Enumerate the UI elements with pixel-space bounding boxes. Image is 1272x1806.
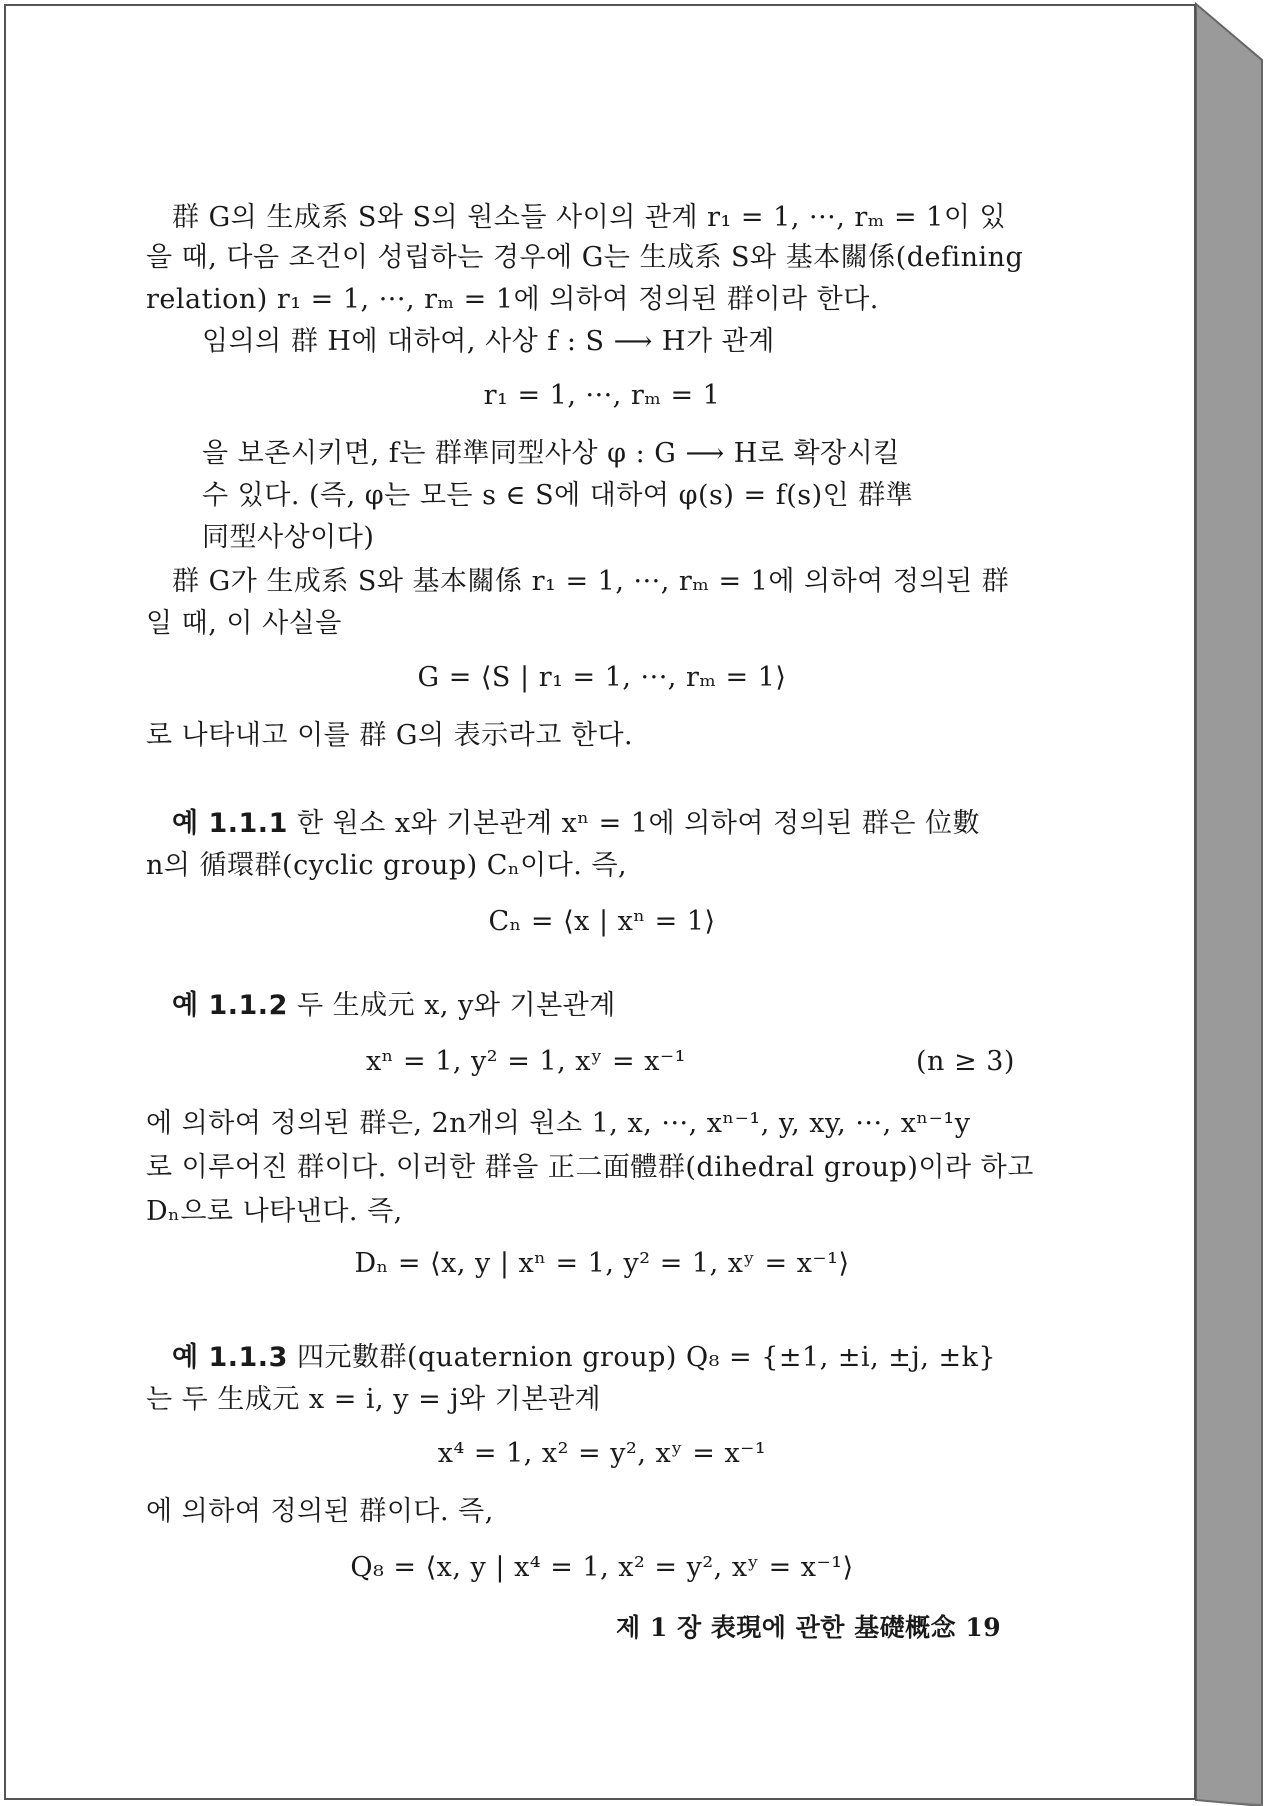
paragraph-line-5: 을 보존시키면, f는 群準同型사상 φ : G ⟶ H로 확장시킬 — [202, 438, 900, 469]
example-3-equation: x⁴ = 1, x² = y², xʸ = x⁻¹ — [437, 1438, 767, 1469]
paragraph-line-4: 임의의 群 H에 대하여, 사상 f : S ⟶ H가 관계 — [202, 326, 775, 357]
example-2-condition: (n ≥ 3) — [916, 1046, 1015, 1077]
example-1-line-1 — [172, 806, 980, 842]
example-2-presentation: Dₙ = ⟨x, y | xⁿ = 1, y² = 1, xʸ = x⁻¹⟩ — [354, 1248, 850, 1279]
page-footer: 제 1 장 表現에 관한 基礎概念 19 — [616, 1613, 1002, 1642]
paragraph-line-10: 로 나타내고 이를 群 G의 表示라고 한다. — [146, 720, 634, 751]
paragraph-line-1: 群 G의 生成系 S와 S의 원소들 사이의 관계 r₁ = 1, ···, rₘ = 1이 있 — [172, 202, 1007, 233]
example-2-line-3: 에 의하여 정의된 群은, 2n개의 원소 1, x, ···, xⁿ⁻¹, y, xy, ···, xⁿ⁻¹y — [146, 1108, 971, 1139]
equation-presentation: G = ⟨S | r₁ = 1, ···, rₘ = 1⟩ — [417, 662, 787, 693]
paragraph-line-6: 수 있다. (즉, φ는 모든 s ∈ S에 대하여 φ(s) = f(s)인 群準 — [202, 480, 914, 511]
paragraph-line-8: 群 G가 生成系 S와 基本關係 r₁ = 1, ···, rₘ = 1에 의하여 정의된 群 — [172, 566, 1010, 597]
book-page — [4, 4, 1196, 1800]
example-2-equation: xⁿ = 1, y² = 1, xʸ = x⁻¹ — [366, 1046, 686, 1077]
example-3-text: 四元數群(quaternion group) Q₈ = {±1, ±i, ±j, ±k} — [296, 1342, 997, 1373]
paragraph-line-9: 일 때, 이 사실을 — [146, 608, 342, 639]
example-2-line-1 — [172, 988, 616, 1024]
example-3-line-1 — [172, 1340, 996, 1376]
example-2-line-5: Dₙ으로 나타낸다. 즉, — [146, 1196, 403, 1227]
example-1-label: 예 1.1.1 — [172, 808, 288, 839]
example-2-label: 예 1.1.2 — [172, 990, 288, 1021]
example-3-line-3: 에 의하여 정의된 群이다. 즉, — [146, 1496, 494, 1527]
example-2-line-4: 로 이루어진 群이다. 이러한 群을 正二面體群(dihedral group)이라 하고 — [146, 1152, 1034, 1183]
example-1-equation: Cₙ = ⟨x | xⁿ = 1⟩ — [488, 906, 716, 937]
example-3-line-2: 는 두 生成元 x = i, y = j와 기본관계 — [146, 1384, 602, 1415]
example-3-presentation: Q₈ = ⟨x, y | x⁴ = 1, x² = y², xʸ = x⁻¹⟩ — [350, 1552, 854, 1583]
paragraph-line-2: 을 때, 다음 조건이 성립하는 경우에 G는 生成系 S와 基本關係(defining — [146, 242, 1024, 273]
paragraph-line-7: 同型사상이다) — [202, 522, 375, 553]
example-1-text: 한 원소 x와 기본관계 xⁿ = 1에 의하여 정의된 群은 位數 — [296, 808, 981, 839]
example-3-label: 예 1.1.3 — [172, 1342, 288, 1373]
example-1-line-2: n의 循環群(cyclic group) Cₙ이다. 즉, — [146, 850, 628, 881]
paragraph-line-3: relation) r₁ = 1, ···, rₘ = 1에 의하여 정의된 群이라 한다. — [146, 284, 879, 315]
example-2-text: 두 生成元 x, y와 기본관계 — [296, 990, 616, 1021]
equation-relations: r₁ = 1, ···, rₘ = 1 — [483, 380, 721, 411]
